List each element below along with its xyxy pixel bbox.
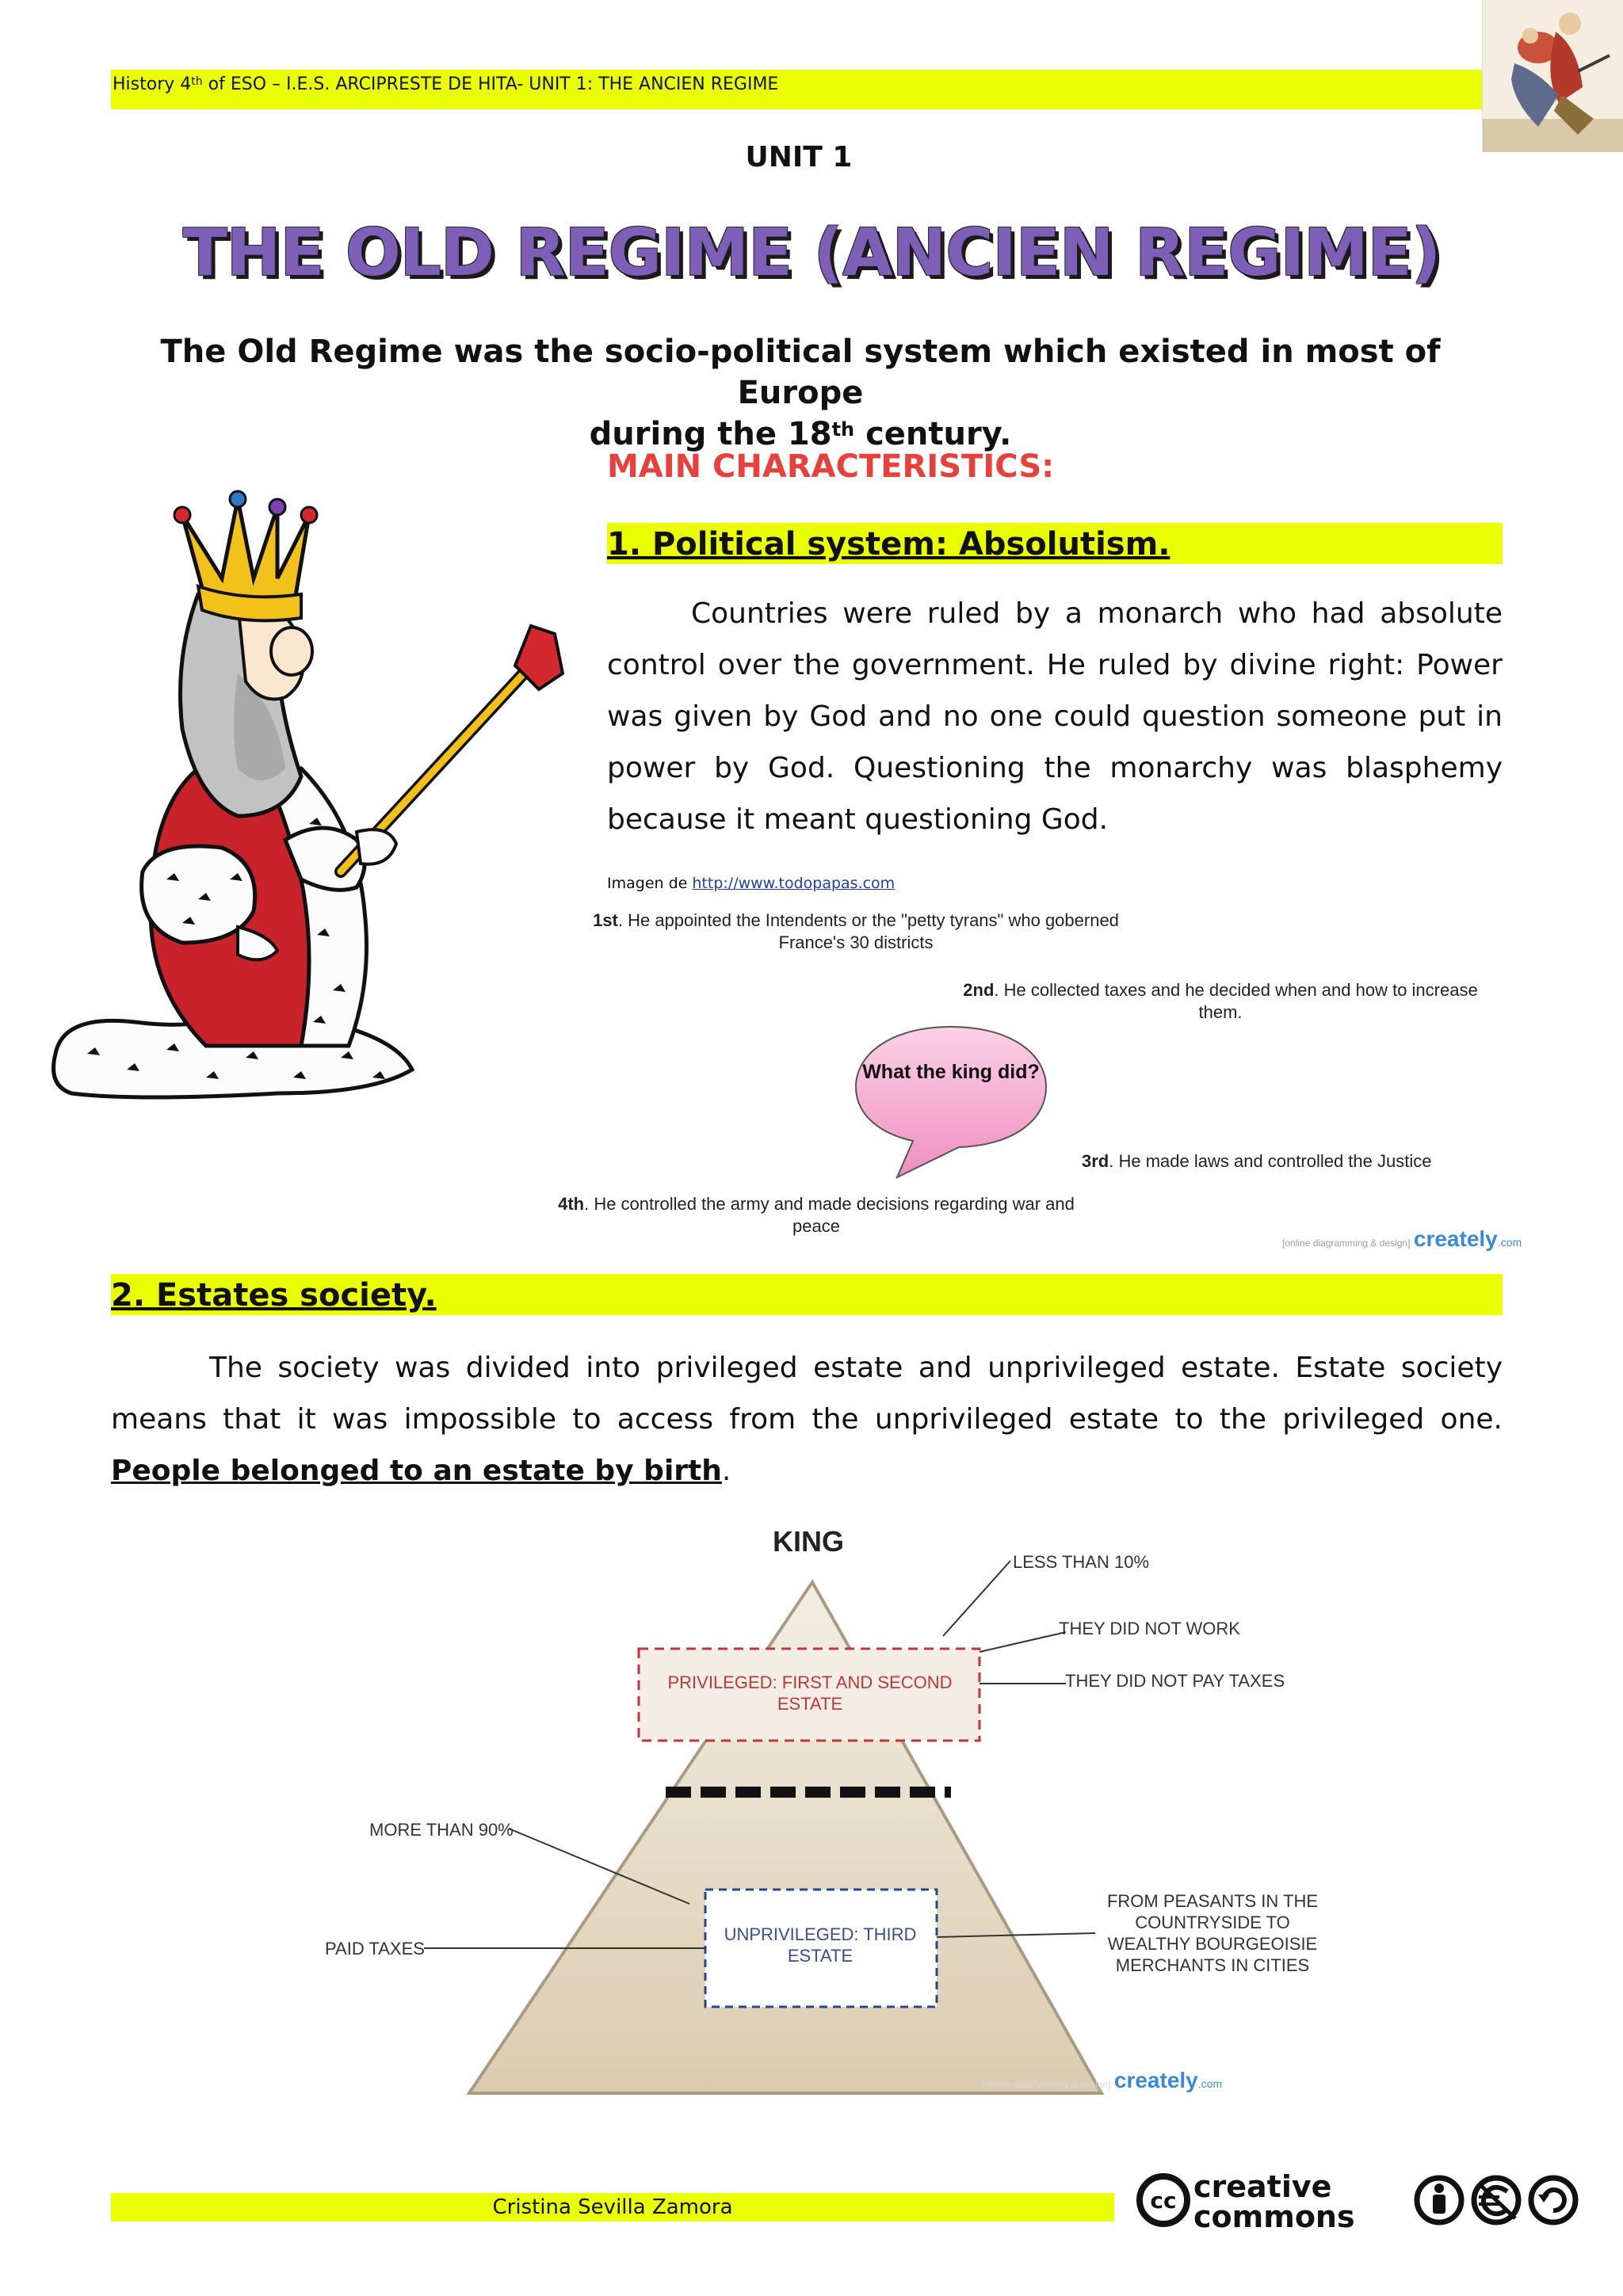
third-estate-description: FROM PEASANTS IN THE COUNTRYSIDE TO WEALTHY BOURGEOISIE MERCHANTS IN CITIES <box>1106 1891 1319 1975</box>
unit-label: UNIT 1 <box>745 141 853 174</box>
unprivileged-label: UNPRIVILEGED: THIRD ESTATE <box>724 1924 917 1966</box>
attribution-icon <box>1417 2178 1461 2222</box>
creately-watermark: [online diagramming & design] creately.com <box>1282 1226 1522 1251</box>
more-than-90-label: MORE THAN 90% <box>369 1820 514 1840</box>
emphasis-text: People belonged to an estate by birth <box>111 1455 722 1487</box>
intro-line-2: during the 18th century. <box>589 416 1012 452</box>
privileged-label: PRIVILEGED: FIRST AND SECOND ESTATE <box>667 1672 953 1714</box>
less-than-10-label: LESS THAN 10% <box>1013 1552 1150 1572</box>
intro-line-1: The Old Regime was the socio-political system which existed in most of Europe <box>160 334 1441 411</box>
cc-mark: cc <box>1150 2187 1177 2214</box>
speech-bubble-text: What the king did? <box>862 1061 1040 1083</box>
section2-heading: 2. Estates society. <box>111 1277 437 1314</box>
image-credit-link[interactable]: http://www.todopapas.com <box>692 875 896 892</box>
speech-bubble <box>848 1022 1054 1180</box>
page-title: THE OLD REGIME (ANCIEN REGIME) <box>182 215 1441 291</box>
king-action-2: 2nd. He collected taxes and he decided when and how to increase them. <box>963 980 1478 1022</box>
paid-taxes-label: PAID TAXES <box>325 1939 425 1958</box>
creately-watermark-2: [online diagramming & design] creately.com <box>983 2068 1223 2092</box>
did-not-work-label: THEY DID NOT WORK <box>1059 1619 1240 1638</box>
estates-pyramid <box>301 1521 1411 2115</box>
king-action-4: 4th. He controlled the army and made decisions regarding war and peace <box>558 1194 1075 1236</box>
pyramid-king-label: KING <box>773 1525 844 1558</box>
intro-statement <box>119 331 1482 455</box>
king-illustration <box>40 467 610 1101</box>
sharealike-icon <box>1531 2178 1575 2222</box>
noncommercial-icon <box>1474 2178 1518 2222</box>
king-action-1: 1st. He appointed the Intendents or the "petty tyrans" who goberned France's 30 districts <box>593 910 1119 952</box>
section1-paragraph: Countries were ruled by a monarch who had absolute control over the government. He ruled by divine right: Power was given by God and no one could question someone put in power by God. Questioning the monarchy was blasphemy because it meant questioning God. <box>607 597 1503 836</box>
image-credit: Imagen de http://www.todopapas.com <box>607 875 896 892</box>
section2-paragraph: The society was divided into privileged estate and unprivileged estate. Estate society means that it was impossible to access from the unprivileged estate to the privileged one. People belonged to an estate by birth. <box>111 1352 1503 1487</box>
cc-line-2: commons <box>1193 2199 1355 2233</box>
license-icons <box>1411 2171 1585 2229</box>
section1-heading: 1. Political system: Absolutism. <box>607 526 1170 563</box>
footer-author: Cristina Sevilla Zamora <box>492 2195 733 2219</box>
main-characteristics-heading: MAIN CHARACTERISTICS: <box>607 448 1055 485</box>
creative-commons-logo <box>1135 2167 1404 2233</box>
corner-illustration <box>1482 0 1623 152</box>
did-not-pay-label: THEY DID NOT PAY TAXES <box>1065 1671 1285 1691</box>
king-action-3: 3rd. He made laws and controlled the Justice <box>1082 1151 1432 1171</box>
running-header: History 4th of ESO – I.E.S. ARCIPRESTE DE HITA- UNIT 1: THE ANCIEN REGIME <box>113 74 779 94</box>
cc-line-1: creative <box>1193 2169 1332 2204</box>
